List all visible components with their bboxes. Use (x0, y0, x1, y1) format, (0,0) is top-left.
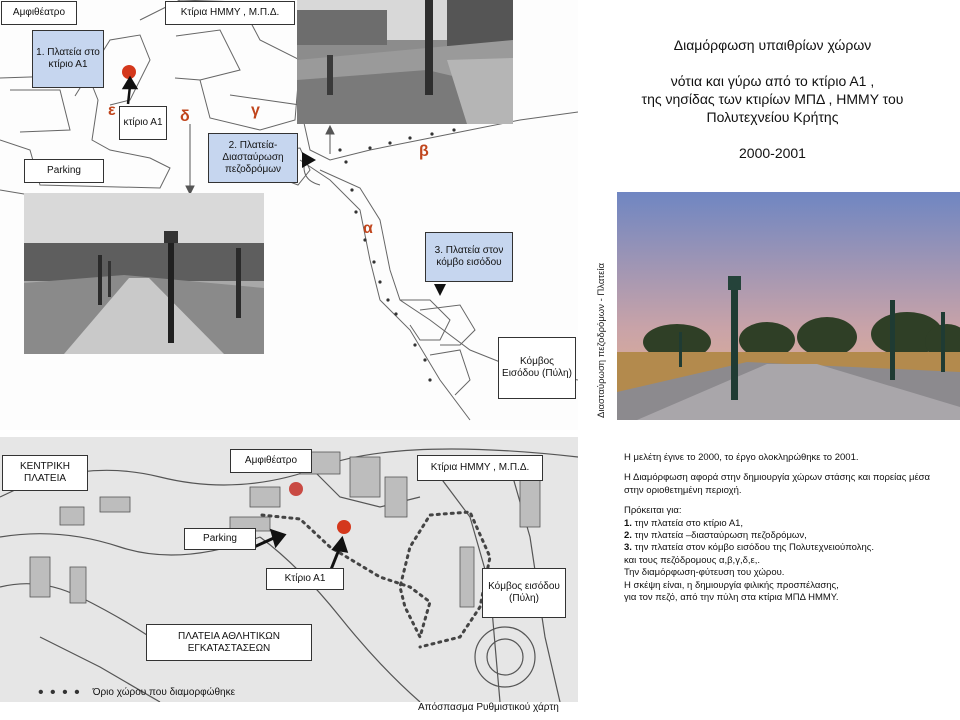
title-line4: Πολυτεχνείου Κρήτης (706, 109, 839, 125)
plaza3-arrow (434, 284, 446, 296)
desc-p1: Η μελέτη έγινε το 2000, το έργο ολοκληρώθηκε το 2001. (624, 452, 859, 463)
label-parking: Parking (24, 159, 104, 183)
label-amphitheater-bottom: Αμφιθέατρο (230, 449, 312, 473)
photo-plaza-a1 (297, 0, 513, 124)
top-site-plan (0, 0, 578, 430)
label-amphitheater: Αμφιθέατρο (1, 1, 77, 25)
label-plaza3: 3. Πλατεία στον κόμβο εισόδου (425, 232, 513, 282)
photo-walkway (24, 193, 264, 354)
bottom-zoning-map (0, 437, 578, 702)
label-buildings-bottom: Κτίρια ΗΜΜΥ , Μ.Π.Δ. (417, 455, 543, 481)
label-plaza2: 2. Πλατεία-Διασταύρωση πεζοδρόμων (208, 133, 298, 183)
path-gamma: γ (251, 102, 260, 119)
title-line1: Διαμόρφωση υπαιθρίων χώρων (673, 37, 872, 53)
label-buildings: Κτίρια ΗΜΜΥ , Μ.Π.Δ. (165, 1, 295, 25)
building-a1-marker (337, 520, 351, 534)
map-legend (38, 683, 236, 701)
desc-p2: Η Διαμόρφωση αφορά στην δημιουργία χώρων στάσης και πορείας μέσα στην οριοθετημένη περιοχή. (624, 472, 931, 496)
desc-item2: 2. την πλατεία –διασταύρωση πεζοδρόμων, (624, 530, 807, 542)
legend-text: Όριο χώρου που διαμορφώθηκε (92, 687, 236, 698)
desc-intro: Πρόκειται για: (624, 505, 682, 517)
label-plaza1: 1. Πλατεία στο κτίριο Α1 (32, 30, 104, 88)
label-entrance: Κόμβος Εισόδου (Πύλη) (498, 337, 576, 399)
photo-crossing-plaza (617, 192, 960, 420)
desc-line7: για τον πεζό, από την πύλη στα κτίρια ΜΠΔ ΗΜΜΥ. (624, 592, 839, 604)
title-years: 2000-2001 (739, 145, 806, 161)
description (624, 452, 944, 604)
label-sports-plaza: ΠΛΑΤΕΙΑ ΑΘΛΗΤΙΚΩΝ ΕΓΚΑΤΑΣΤΑΣΕΩΝ (146, 624, 312, 661)
plaza1-marker (122, 65, 136, 79)
photo-caption: Διασταύρωση πεζοδρόμων - Πλατεία (596, 263, 607, 418)
label-building-a1-bottom: Κτίριο Α1 (266, 568, 344, 590)
title-line2: νότια και γύρω από το κτίριο Α1 , (670, 73, 875, 89)
boundary-legend-symbol: • • • • (38, 683, 81, 701)
desc-line6: Η σκέψη είναι, η δημιουργία φιλικής προσπέλασης, (624, 579, 839, 591)
label-parking-bottom: Parking (184, 528, 256, 550)
label-entrance-bottom: Κόμβος εισόδου (Πύλη) (482, 568, 566, 618)
desc-line4: και τους πεζόδρομους α,β,γ,δ,ε,. (624, 554, 761, 566)
title-line3: της νησίδας των κτιρίων ΜΠΔ , ΗΜΜΥ του (641, 91, 904, 107)
amphitheater-marker (289, 482, 303, 496)
path-beta: β (419, 143, 429, 160)
map-source: Απόσπασμα Ρυθμιστικού χάρτη (418, 702, 559, 713)
path-epsilon: ε (108, 102, 116, 119)
desc-item3: 3. την πλατεία στον κόμβο εισόδου της Πολυτεχνειούπολης. (624, 542, 874, 554)
path-alpha: α (363, 220, 373, 237)
desc-item1: 1. την πλατεία στο κτίριο Α1, (624, 517, 744, 529)
desc-line5: Την διαμόρφωση-φύτευση του χώρου. (624, 567, 785, 579)
title-block (600, 36, 945, 162)
label-building-a1: κτίριο Α1 (119, 106, 167, 140)
path-delta: δ (180, 108, 190, 125)
label-central-plaza: ΚΕΝΤΡΙΚΗ ΠΛΑΤΕΙΑ (2, 455, 88, 491)
